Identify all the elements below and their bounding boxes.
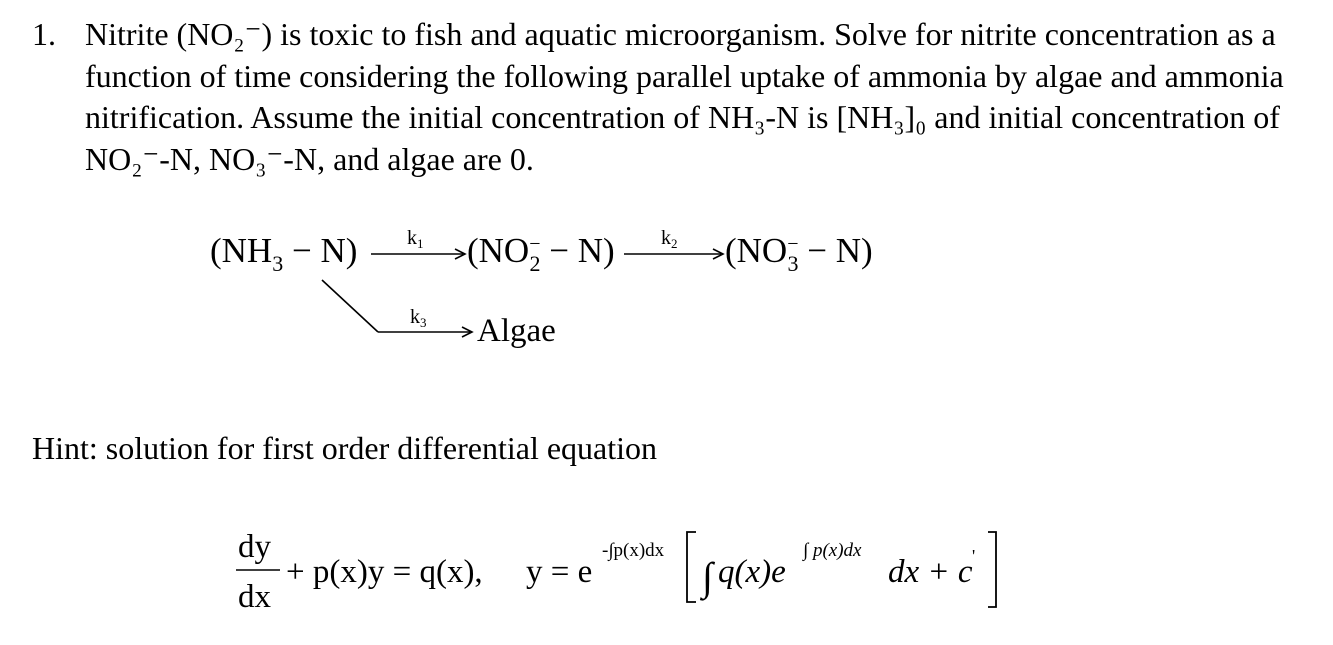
problem-text: Nitrite (NO₂⁻) is toxic to fish and aquatic microorganism. Solve for nitrite concentration as a function of time considering the following parallel uptake of ammonia by algae and ammonia nitrification. Assume the initial concentration of NH₃-N is [NH₃]₀ and initial concentration of NO₂⁻-N, NO₃⁻-N, and algae are 0. [85, 16, 1284, 177]
nitrate-tail: − N) [798, 231, 873, 270]
ammonia-species: (NH [210, 231, 273, 270]
algae-label: Algae [477, 313, 556, 349]
integrand: q(x)e [718, 554, 786, 590]
nitrite-tail: − N) [540, 231, 615, 270]
rate-k1: k [407, 227, 417, 249]
rate-k2-subscript: 2 [671, 236, 678, 251]
exponent-1: -∫p(x)dx [602, 540, 665, 561]
rate-k3: k [410, 306, 420, 328]
nitrate-species: (NO [725, 231, 788, 270]
nitrate-superscript: − [787, 233, 799, 255]
fraction-numerator: dy [238, 529, 271, 565]
nitrite-species: (NO [467, 231, 530, 270]
hint-text: Hint: solution for first order differential equation [32, 430, 658, 466]
ammonia-subscript: 3 [272, 251, 284, 276]
right-bracket [988, 532, 996, 607]
exponent-2: ∫ p(x)dx [803, 540, 862, 561]
equation-lhs: + p(x)y = q(x), [286, 554, 483, 590]
nitrate-subscript: 3 [787, 251, 799, 276]
equation-tail: dx + c [888, 554, 973, 590]
nitrite-superscript: − [529, 233, 541, 255]
rate-k3-subscript: 3 [420, 315, 427, 330]
rate-k2: k [661, 227, 671, 249]
solution-start: y = e [526, 554, 593, 590]
fraction-denominator: dx [238, 579, 271, 615]
rate-k1-subscript: 1 [417, 236, 424, 251]
left-bracket [687, 532, 696, 602]
constant-prime: ' [972, 546, 976, 566]
ammonia-tail: − N) [283, 231, 358, 270]
nitrite-subscript: 2 [529, 251, 541, 276]
integral-sign: ∫ [702, 554, 713, 599]
problem-number: 1. [32, 16, 56, 52]
